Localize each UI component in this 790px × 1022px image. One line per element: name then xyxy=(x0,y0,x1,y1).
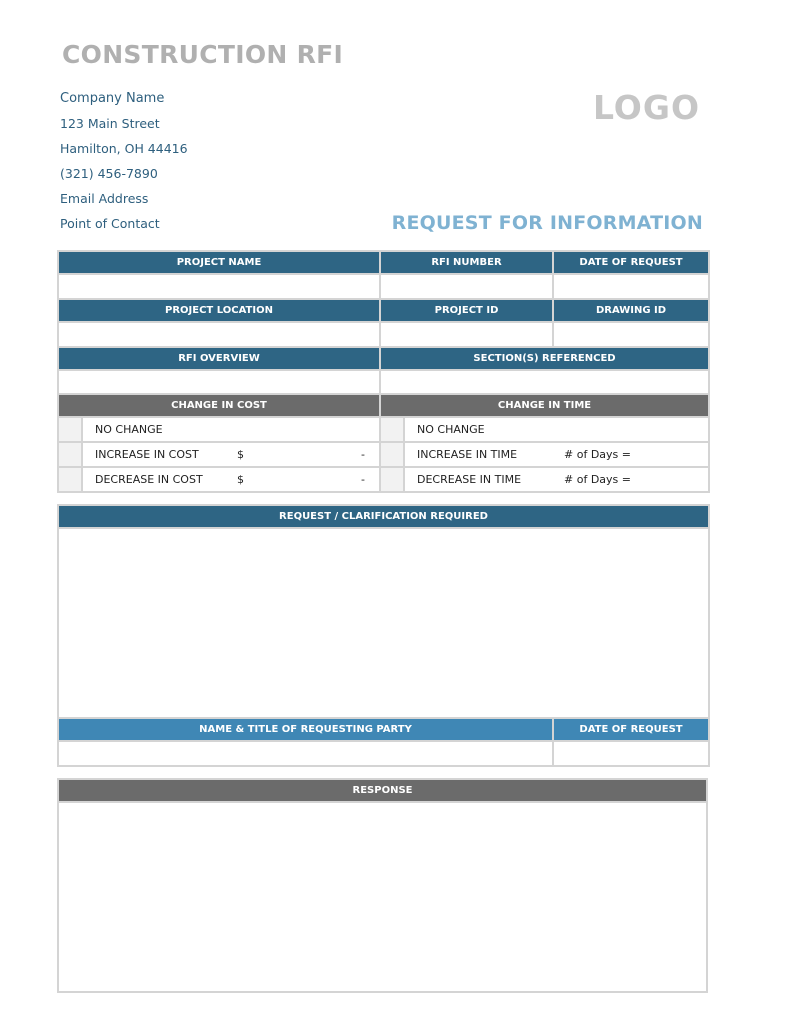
time-increase-days[interactable]: # of Days = xyxy=(564,448,631,461)
company-street: 123 Main Street xyxy=(60,116,160,131)
drawing-id-field[interactable] xyxy=(553,322,709,347)
rfi-overview-header: RFI OVERVIEW xyxy=(58,347,380,370)
change-table xyxy=(57,393,710,493)
time-decrease-days[interactable]: # of Days = xyxy=(564,473,631,486)
cost-decrease-value[interactable]: - xyxy=(361,473,365,486)
cost-no-change-checkbox[interactable] xyxy=(58,417,82,442)
time-decrease-checkbox[interactable] xyxy=(380,467,404,492)
logo-placeholder: LOGO xyxy=(592,88,700,127)
request-date-header: DATE OF REQUEST xyxy=(553,718,709,741)
response-table xyxy=(57,778,708,993)
cost-decrease-checkbox[interactable] xyxy=(58,467,82,492)
project-location-header: PROJECT LOCATION xyxy=(58,299,380,322)
requesting-party-header: NAME & TITLE OF REQUESTING PARTY xyxy=(58,718,553,741)
company-email: Email Address xyxy=(60,191,149,206)
sections-referenced-field[interactable] xyxy=(380,370,709,395)
time-decrease-label: DECREASE IN TIME xyxy=(417,473,522,486)
cost-increase-value[interactable]: - xyxy=(361,448,365,461)
response-field[interactable] xyxy=(58,802,707,992)
requesting-party-field[interactable] xyxy=(58,741,553,766)
company-info xyxy=(60,90,188,240)
request-table xyxy=(57,504,710,767)
time-no-change-checkbox[interactable] xyxy=(380,417,404,442)
project-name-field[interactable] xyxy=(58,274,380,299)
company-contact: Point of Contact xyxy=(60,216,160,231)
project-info-table xyxy=(57,250,710,396)
rfi-number-header: RFI NUMBER xyxy=(380,251,553,274)
response-header: RESPONSE xyxy=(58,779,707,802)
time-increase-checkbox[interactable] xyxy=(380,442,404,467)
cost-increase-checkbox[interactable] xyxy=(58,442,82,467)
change-in-cost-header: CHANGE IN COST xyxy=(58,394,380,417)
project-name-header: PROJECT NAME xyxy=(58,251,380,274)
date-of-request-header: DATE OF REQUEST xyxy=(553,251,709,274)
project-id-header: PROJECT ID xyxy=(380,299,553,322)
cost-increase-currency: $ xyxy=(237,448,244,461)
page-title: CONSTRUCTION RFI xyxy=(62,40,344,69)
rfi-heading: REQUEST FOR INFORMATION xyxy=(391,212,703,234)
cost-increase-label: INCREASE IN COST xyxy=(95,448,199,461)
project-location-field[interactable] xyxy=(58,322,380,347)
rfi-number-field[interactable] xyxy=(380,274,553,299)
request-date-field[interactable] xyxy=(553,741,709,766)
cost-no-change-label: NO CHANGE xyxy=(95,423,163,436)
cost-decrease-currency: $ xyxy=(237,473,244,486)
request-clarification-header: REQUEST / CLARIFICATION REQUIRED xyxy=(58,505,709,528)
time-increase-label: INCREASE IN TIME xyxy=(417,448,518,461)
company-phone: (321) 456-7890 xyxy=(60,166,158,181)
rfi-overview-field[interactable] xyxy=(58,370,380,395)
time-no-change-label: NO CHANGE xyxy=(417,423,485,436)
cost-decrease-label: DECREASE IN COST xyxy=(95,473,203,486)
company-city: Hamilton, OH 44416 xyxy=(60,141,188,156)
request-clarification-field[interactable] xyxy=(58,528,709,718)
change-in-time-header: CHANGE IN TIME xyxy=(380,394,709,417)
sections-referenced-header: SECTION(S) REFERENCED xyxy=(380,347,709,370)
company-name: Company Name xyxy=(60,91,165,106)
project-id-field[interactable] xyxy=(380,322,553,347)
date-of-request-field[interactable] xyxy=(553,274,709,299)
drawing-id-header: DRAWING ID xyxy=(553,299,709,322)
